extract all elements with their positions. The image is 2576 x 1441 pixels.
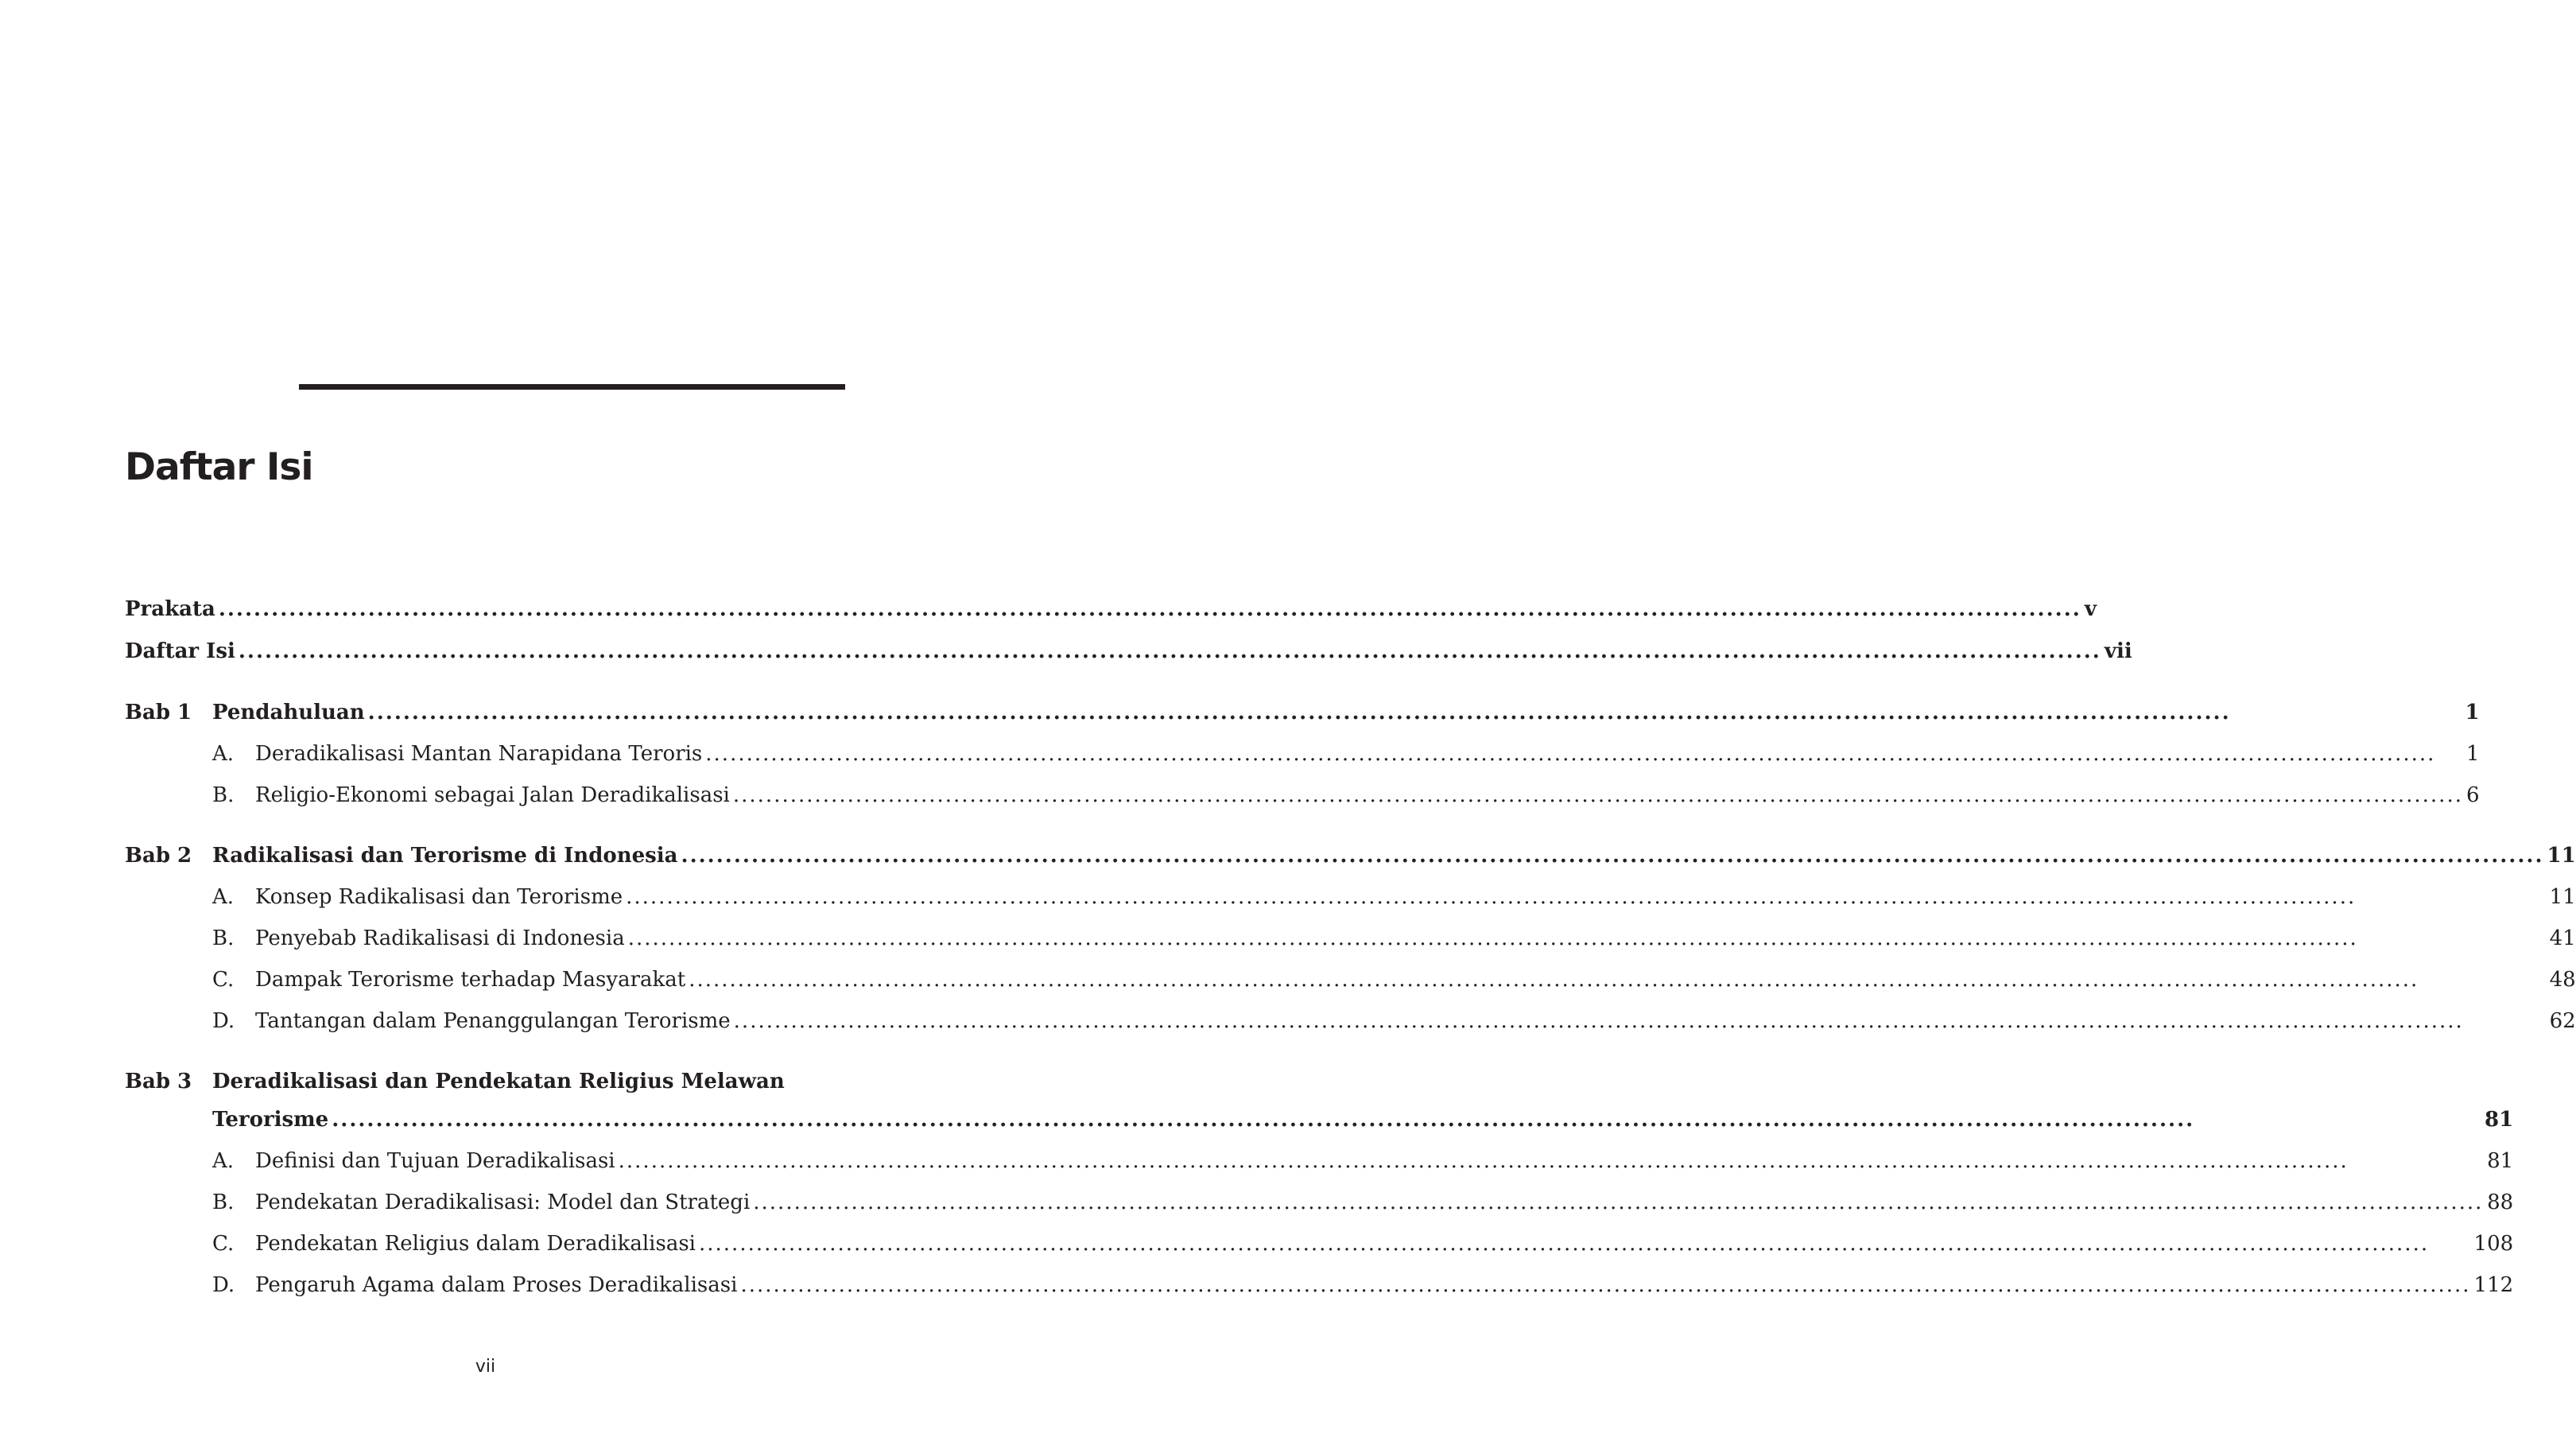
front-matter [125, 588, 2132, 673]
dot-leader [733, 775, 2463, 816]
toc-entry-section[interactable] [212, 1264, 2513, 1306]
section-page: 88 [2487, 1190, 2514, 1214]
dot-leader [368, 692, 2462, 733]
dot-leader [619, 1140, 2484, 1182]
dot-leader [219, 588, 2081, 630]
section-letter: D. [212, 1273, 235, 1297]
chapter-3 [125, 1061, 2514, 1306]
toc-entry-page: v [2084, 597, 2097, 621]
section-page: 81 [2487, 1149, 2514, 1173]
chapter-page: 81 [2485, 1108, 2514, 1132]
section-letter: A. [212, 742, 235, 766]
chapter-heading [125, 835, 2576, 1042]
chapter-1 [125, 692, 2480, 816]
chapter-title: Radikalisasi dan Terorisme di Indonesia [212, 844, 678, 868]
section-letter: A. [212, 1149, 235, 1173]
chapter-2 [125, 835, 2576, 1042]
dot-leader [734, 1000, 2547, 1042]
section-page: 112 [2473, 1273, 2514, 1297]
dot-leader [699, 1223, 2471, 1264]
section-title: Tantangan dalam Penanggulangan Terorisme [255, 1009, 731, 1033]
section-letter: A. [212, 885, 235, 909]
dot-leader [239, 631, 2101, 672]
section-page: 62 [2549, 1009, 2576, 1033]
toc-entry-label: Prakata [125, 597, 215, 621]
section-title: Definisi dan Tujuan Deradikalisasi [255, 1149, 615, 1173]
toc-entry-page: vii [2104, 639, 2132, 663]
chapter-number: Bab 1 [125, 701, 192, 724]
chapter-heading [125, 1061, 2514, 1306]
dot-leader [628, 918, 2547, 959]
toc-entry-section[interactable] [212, 1223, 2513, 1264]
toc-entry-chapter[interactable] [212, 835, 2576, 876]
toc-entry-daftar-isi[interactable] [125, 631, 2132, 673]
dot-leader [740, 1264, 2470, 1306]
chapter-number: Bab 3 [125, 1070, 192, 1093]
section-title: Dampak Terorisme terhadap Masyarakat [255, 968, 686, 992]
section-page: 41 [2549, 926, 2576, 950]
section-title: Konsep Radikalisasi dan Terorisme [255, 885, 623, 909]
page-title: Daftar Isi [125, 445, 313, 489]
toc-entry-section[interactable] [212, 959, 2576, 1000]
section-letter: C. [212, 968, 235, 992]
section-page: 6 [2465, 783, 2480, 807]
chapter-body [212, 835, 2576, 1042]
toc-entry-section[interactable] [212, 1182, 2513, 1223]
section-title: Pengaruh Agama dalam Proses Deradikalisasi [255, 1273, 738, 1297]
chapter-heading [125, 692, 2480, 816]
chapter-body [212, 692, 2480, 816]
table-of-contents [125, 588, 2576, 1306]
toc-entry-section[interactable] [212, 733, 2480, 775]
chapter-page: 1 [2465, 701, 2480, 724]
toc-entry-prakata[interactable] [125, 588, 2097, 631]
top-rule [299, 384, 845, 390]
toc-entry-chapter[interactable] [212, 1099, 2513, 1140]
dot-leader [332, 1099, 2481, 1140]
section-letter: B. [212, 783, 235, 807]
toc-entry-section[interactable] [212, 1000, 2576, 1042]
section-title: Deradikalisasi Mantan Narapidana Teroris [255, 742, 703, 766]
dot-leader [705, 733, 2463, 775]
chapter-title-continued: Terorisme [212, 1108, 329, 1132]
section-letter: D. [212, 1009, 235, 1033]
toc-entry-label: Daftar Isi [125, 639, 235, 663]
toc-entry-section[interactable] [212, 918, 2576, 959]
toc-entry-chapter[interactable] [212, 692, 2480, 733]
dot-leader [753, 1182, 2484, 1223]
section-page: 11 [2549, 885, 2576, 909]
section-title: Penyebab Radikalisasi di Indonesia [255, 926, 625, 950]
section-page: 48 [2549, 968, 2576, 992]
toc-entry-section[interactable] [212, 876, 2576, 918]
chapter-number: Bab 2 [125, 844, 192, 868]
section-page: 108 [2473, 1232, 2514, 1256]
section-title: Religio-Ekonomi sebagai Jalan Deradikalisasi [255, 783, 730, 807]
page-number: vii [475, 1357, 496, 1377]
toc-entry-section[interactable] [212, 775, 2480, 816]
section-letter: B. [212, 926, 235, 950]
chapter-body [212, 1061, 2513, 1306]
section-letter: B. [212, 1190, 235, 1214]
toc-entry-section[interactable] [212, 1140, 2513, 1182]
chapter-page: 11 [2547, 844, 2576, 868]
dot-leader [626, 876, 2546, 918]
chapter-title[interactable]: Deradikalisasi dan Pendekatan Religius Melawan [212, 1070, 785, 1093]
section-title: Pendekatan Deradikalisasi: Model dan Strategi [255, 1190, 751, 1214]
section-page: 1 [2465, 742, 2480, 766]
section-letter: C. [212, 1232, 235, 1256]
chapter-title: Pendahuluan [212, 701, 365, 724]
dot-leader [681, 835, 2544, 876]
section-title: Pendekatan Religius dalam Deradikalisasi [255, 1232, 696, 1256]
dot-leader [689, 959, 2546, 1000]
